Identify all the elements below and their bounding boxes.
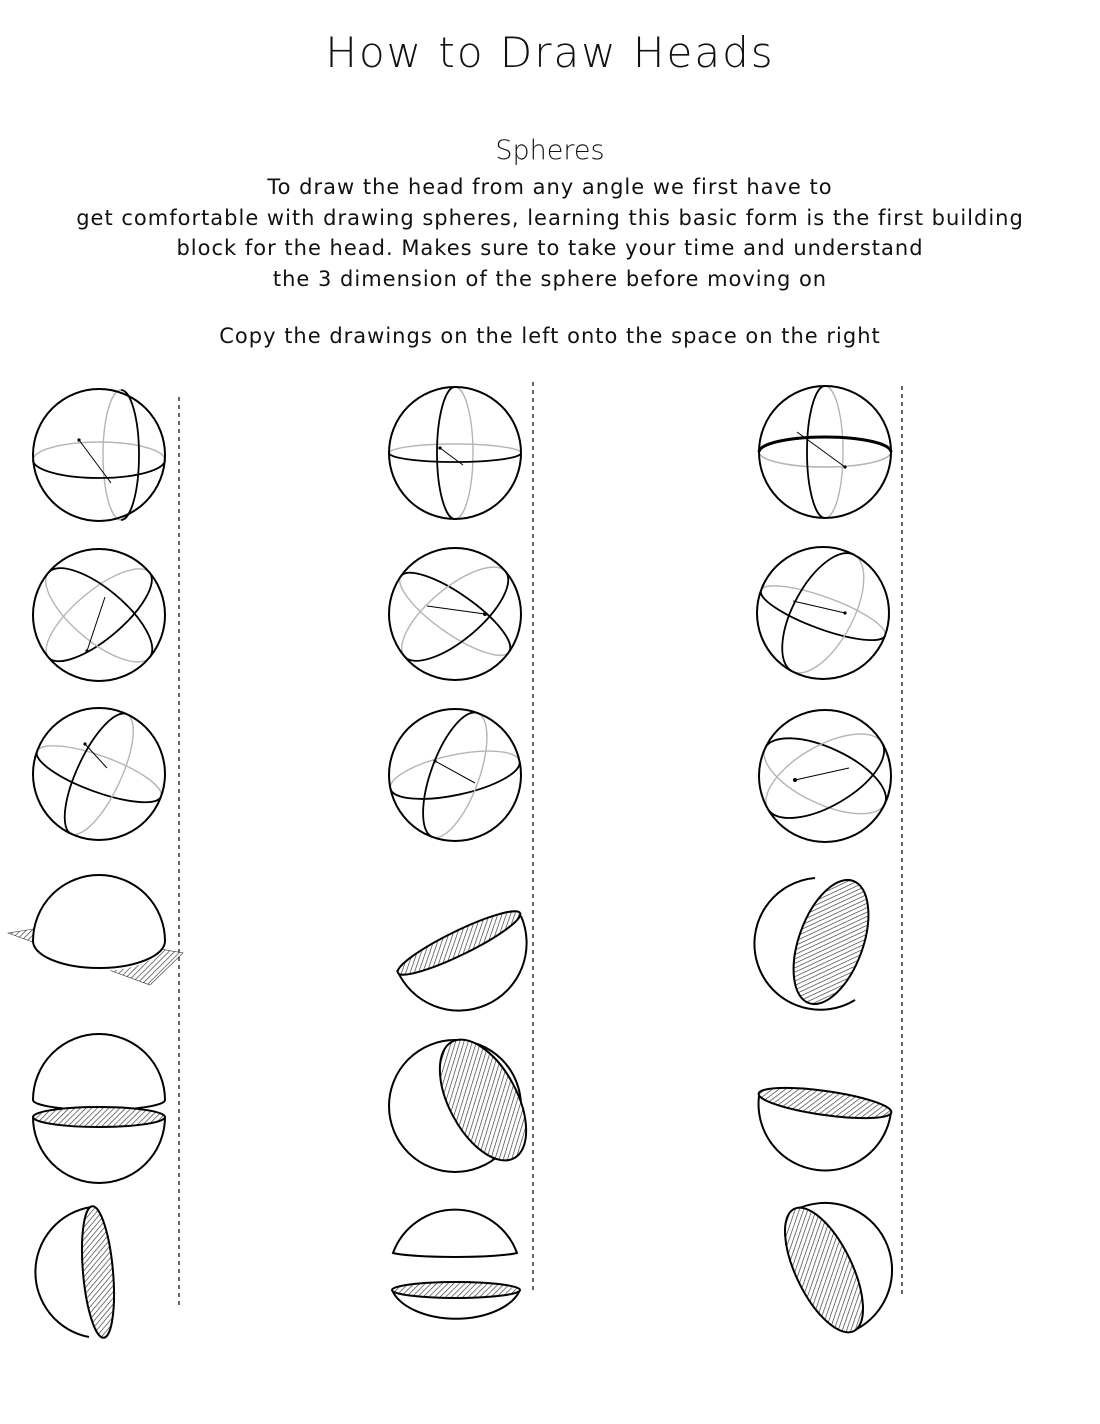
page-title: How to Draw Heads bbox=[325, 28, 775, 77]
instruction-text: Copy the drawings on the left onto the space on the right bbox=[219, 324, 881, 348]
intro-line: To draw the head from any angle we first have to bbox=[267, 175, 833, 199]
half-sphere-drawing bbox=[35, 1205, 118, 1339]
intro-line: get comfortable with drawing spheres, learning this basic form is the first building bbox=[76, 205, 1024, 230]
cut-sphere-drawing bbox=[393, 902, 527, 1010]
sphere-drawing bbox=[753, 710, 897, 842]
sphere-drawing bbox=[756, 541, 891, 686]
sliced-sphere-drawing bbox=[33, 1034, 165, 1183]
sphere-drawing bbox=[388, 548, 523, 680]
sphere-drawing bbox=[759, 386, 891, 518]
sphere-drawing bbox=[386, 705, 523, 845]
sphere-drawing bbox=[32, 549, 167, 681]
sphere-drawing bbox=[31, 705, 167, 843]
split-sphere-drawing bbox=[392, 1210, 520, 1319]
half-sphere-drawing bbox=[769, 1197, 892, 1344]
intro-line: the 3 dimension of the sphere before moving on bbox=[272, 266, 828, 291]
section-heading: Spheres bbox=[495, 135, 605, 166]
dome-on-plane-drawing bbox=[8, 875, 183, 985]
cut-sphere-drawing bbox=[389, 1026, 544, 1174]
cut-sphere-drawing bbox=[757, 1082, 893, 1171]
intro-line: block for the head. Makes sure to take your time and understand bbox=[176, 236, 924, 260]
sphere-drawing bbox=[33, 389, 165, 521]
sphere-drawing bbox=[389, 387, 521, 519]
cut-sphere-drawing bbox=[754, 870, 883, 1014]
